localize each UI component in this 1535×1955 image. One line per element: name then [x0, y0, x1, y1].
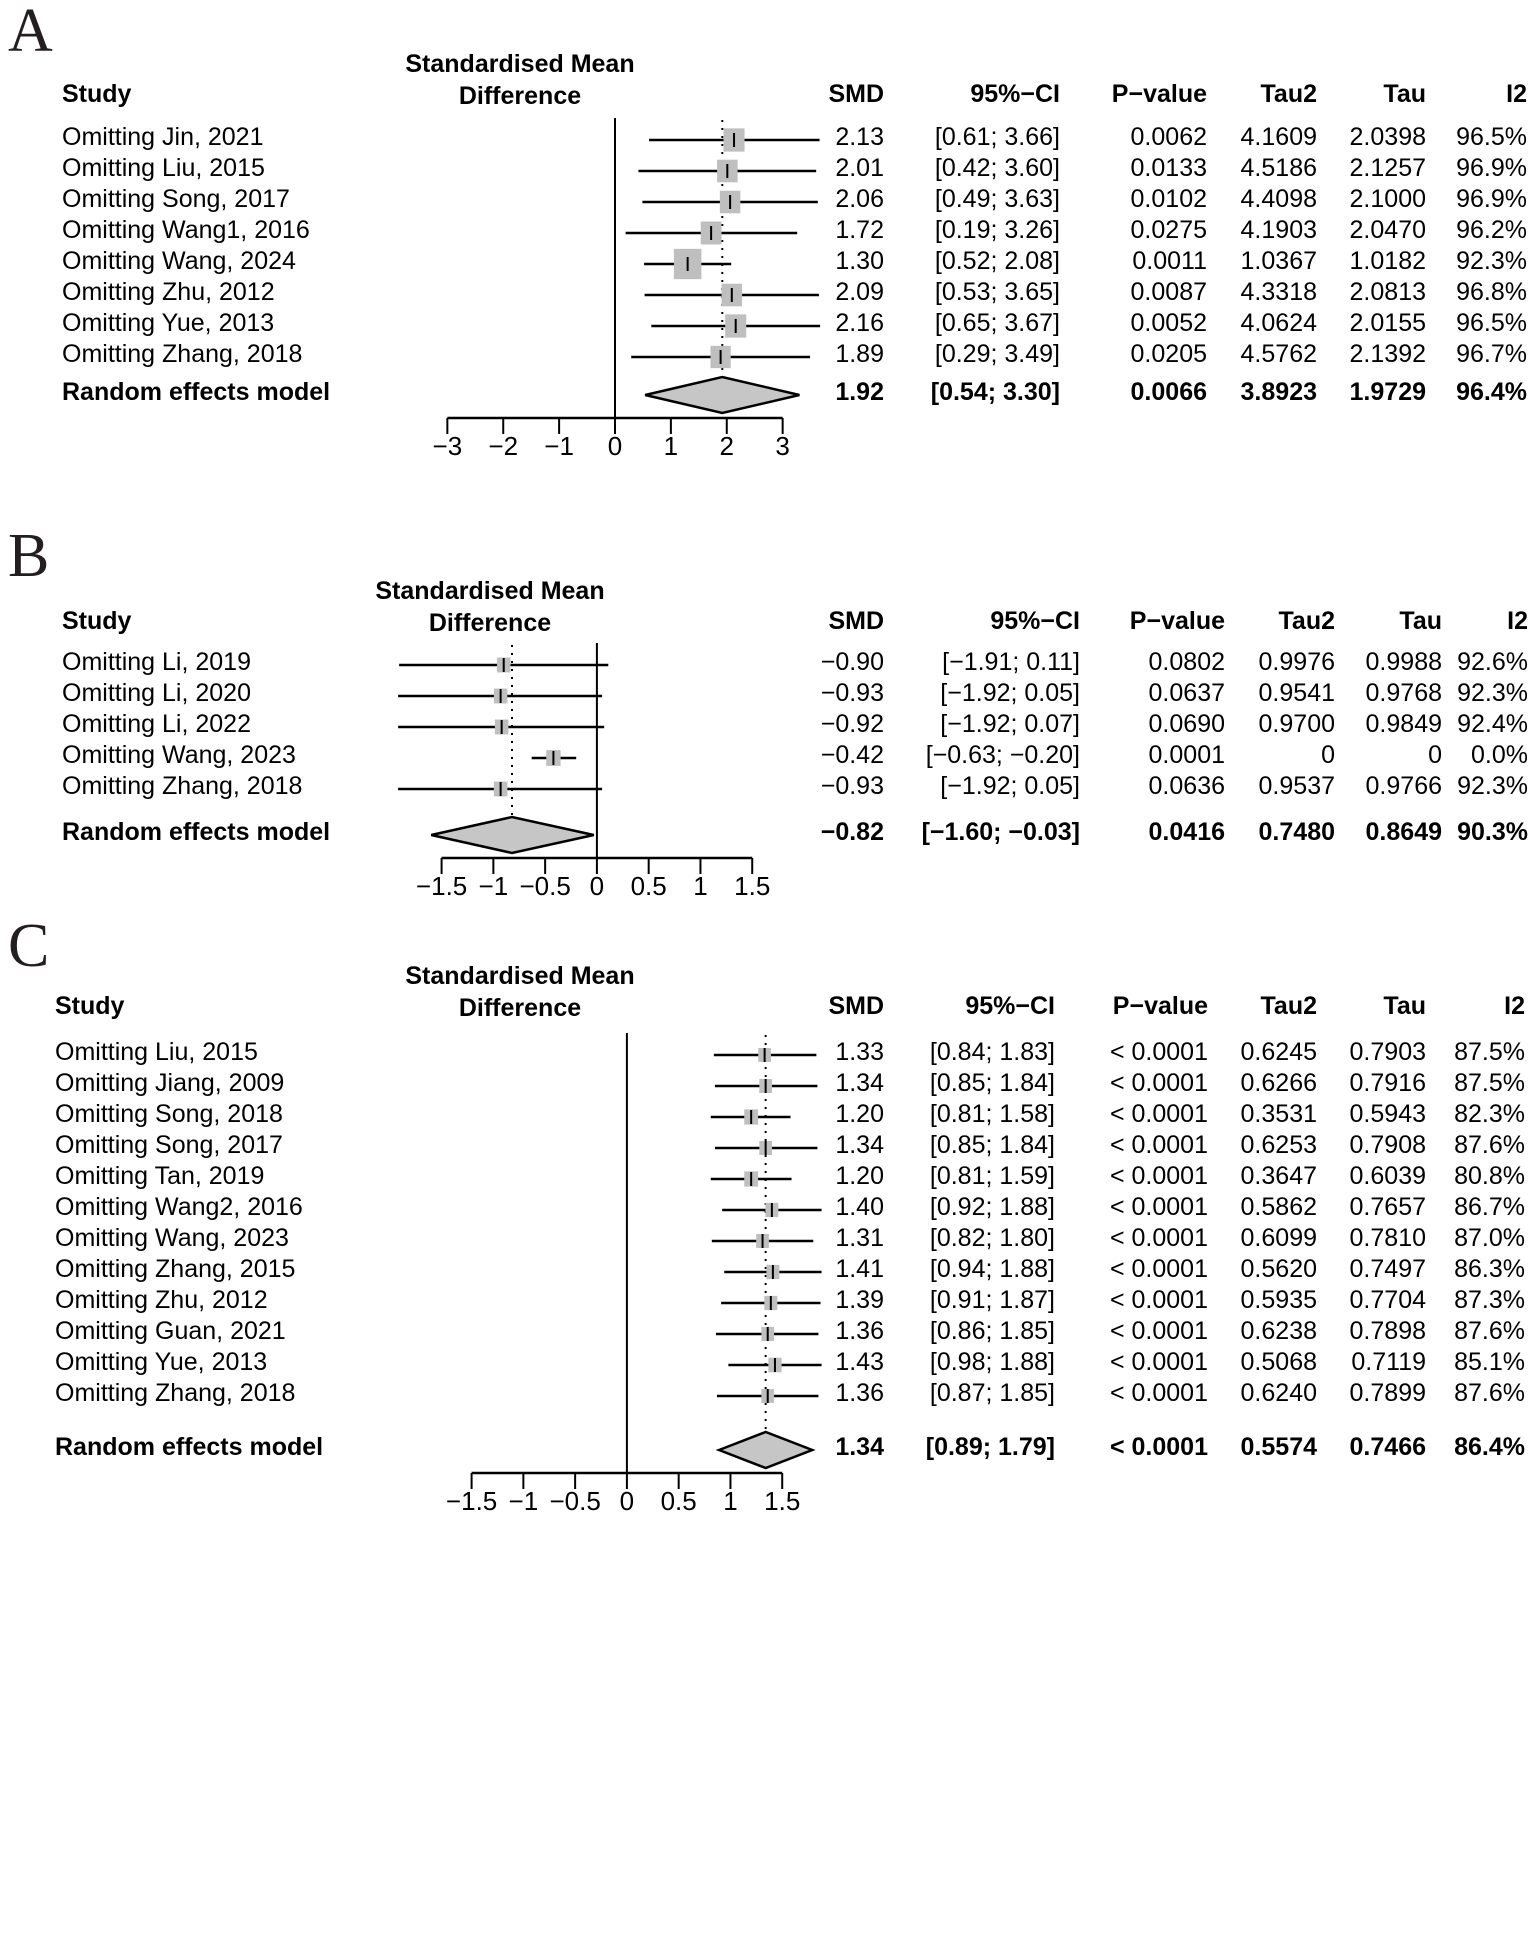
cell-value: 96.5% — [1456, 123, 1527, 151]
study-label: Omitting Wang1, 2016 — [62, 216, 310, 244]
cell-value: 2.0813 — [1349, 278, 1426, 306]
cell-value: −0.92 — [820, 710, 884, 738]
cell-value: 85.1% — [1454, 1348, 1525, 1376]
cell-value: 1.34 — [835, 1433, 884, 1461]
header-tau2: Tau2 — [1260, 992, 1317, 1020]
header-effect-line2: Difference — [428, 609, 552, 637]
axis-tick-label: 1.5 — [734, 871, 771, 901]
axis-tick-label: −2 — [488, 431, 519, 461]
cell-value: 0.6039 — [1349, 1162, 1426, 1190]
axis-tick-label: 0.5 — [660, 1486, 697, 1516]
forest-row-marker — [532, 751, 577, 766]
study-label: Omitting Li, 2019 — [62, 648, 251, 676]
cell-value: [−1.92; 0.05] — [940, 772, 1080, 800]
forest-row-marker — [398, 689, 602, 703]
cell-value: 0.9766 — [1365, 772, 1442, 800]
cell-value: [0.86; 1.85] — [929, 1317, 1055, 1345]
cell-value: 0.6238 — [1240, 1317, 1317, 1345]
cell-value: 96.4% — [1456, 378, 1527, 406]
cell-value: 0.7657 — [1349, 1193, 1426, 1221]
cell-value: 2.1257 — [1349, 154, 1426, 182]
cell-value: [0.81; 1.59] — [929, 1162, 1055, 1190]
header-study: Study — [62, 607, 132, 635]
summary-diamond — [431, 817, 594, 853]
cell-value: 96.7% — [1456, 340, 1527, 368]
cell-value: 87.6% — [1454, 1317, 1525, 1345]
header-pvalue: P−value — [1112, 992, 1208, 1020]
axis-tick-label: −0.5 — [519, 871, 571, 901]
cell-value: 0.0133 — [1130, 154, 1207, 182]
cell-value: 1.0182 — [1349, 247, 1426, 275]
cell-value: 96.2% — [1456, 216, 1527, 244]
forest-row-marker — [398, 782, 602, 796]
header-effect-measure — [340, 575, 640, 639]
header-ci: 95%−CI — [970, 80, 1060, 108]
cell-value: [0.82; 1.80] — [929, 1224, 1055, 1252]
cell-value: 87.5% — [1454, 1069, 1525, 1097]
cell-value: 92.3% — [1456, 247, 1527, 275]
header-pvalue: P−value — [1111, 80, 1207, 108]
cell-value: < 0.0001 — [1109, 1224, 1208, 1252]
header-ci: 95%−CI — [965, 992, 1055, 1020]
forest-row-marker — [638, 160, 816, 182]
cell-value: [0.61; 3.66] — [934, 123, 1060, 151]
cell-value: 96.5% — [1456, 309, 1527, 337]
cell-value: [−1.92; 0.07] — [940, 710, 1080, 738]
panel-c — [0, 912, 1535, 1525]
cell-value: 90.3% — [1457, 818, 1528, 846]
cell-value: 4.3318 — [1240, 278, 1317, 306]
cell-value: 0.7810 — [1349, 1224, 1426, 1252]
cell-value: [0.19; 3.26] — [934, 216, 1060, 244]
cell-value: 2.13 — [835, 123, 884, 151]
cell-value: 2.06 — [835, 185, 884, 213]
cell-value: 1.39 — [835, 1286, 884, 1314]
cell-value: 2.0155 — [1349, 309, 1426, 337]
header-i2: I2 — [1506, 80, 1527, 108]
study-label: Omitting Zhang, 2018 — [55, 1379, 296, 1407]
summary-diamond — [645, 377, 799, 413]
cell-value: 0.7898 — [1349, 1317, 1426, 1345]
cell-value: 4.1903 — [1240, 216, 1317, 244]
forest-row-marker — [711, 1110, 791, 1124]
cell-value: < 0.0001 — [1109, 1193, 1208, 1221]
cell-value: 87.0% — [1454, 1224, 1525, 1252]
axis-tick-label: 1.5 — [764, 1486, 801, 1516]
study-label: Omitting Wang, 2024 — [62, 247, 296, 275]
study-label: Omitting Wang, 2023 — [55, 1224, 289, 1252]
cell-value: [0.29; 3.49] — [934, 340, 1060, 368]
cell-value: < 0.0001 — [1109, 1379, 1208, 1407]
cell-value: 2.0398 — [1349, 123, 1426, 151]
study-label: Omitting Zhang, 2015 — [55, 1255, 296, 1283]
header-smd: SMD — [828, 992, 884, 1020]
cell-value: 0.0275 — [1130, 216, 1207, 244]
cell-value: [0.52; 2.08] — [934, 247, 1060, 275]
cell-value: 1.43 — [835, 1348, 884, 1376]
cell-value: 1.92 — [835, 378, 884, 406]
study-label: Omitting Jin, 2021 — [62, 123, 264, 151]
cell-value: 0.3531 — [1240, 1100, 1317, 1128]
cell-value: 1.89 — [835, 340, 884, 368]
summary-label: Random effects model — [62, 378, 331, 406]
summary-label: Random effects model — [55, 1433, 324, 1461]
study-label: Omitting Li, 2022 — [62, 710, 251, 738]
cell-value: 2.1392 — [1349, 340, 1426, 368]
axis-tick-label: −1.5 — [445, 1486, 498, 1516]
header-smd: SMD — [828, 607, 884, 635]
cell-value: −0.93 — [820, 679, 884, 707]
cell-value: 0.8649 — [1365, 818, 1442, 846]
cell-value: 1.0367 — [1240, 247, 1317, 275]
cell-value: 0.0001 — [1148, 741, 1225, 769]
cell-value: 0.0087 — [1130, 278, 1207, 306]
cell-value: 4.5186 — [1240, 154, 1317, 182]
cell-value: −0.42 — [820, 741, 884, 769]
cell-value: 80.8% — [1454, 1162, 1525, 1190]
cell-value: < 0.0001 — [1109, 1100, 1208, 1128]
cell-value: 0.6266 — [1240, 1069, 1317, 1097]
cell-value: 4.1609 — [1240, 123, 1317, 151]
axis-tick-label: −1.5 — [415, 871, 468, 901]
header-study: Study — [62, 80, 132, 108]
header-effect-line1: Standardised Mean — [405, 962, 635, 990]
axis-tick-label: 3 — [775, 431, 790, 461]
cell-value: 4.4098 — [1240, 185, 1317, 213]
forest-row-marker — [644, 249, 731, 278]
cell-value: 92.3% — [1457, 772, 1528, 800]
cell-value: < 0.0001 — [1109, 1286, 1208, 1314]
cell-value: [−1.60; −0.03] — [921, 818, 1080, 846]
header-ci: 95%−CI — [990, 607, 1080, 635]
header-pvalue: P−value — [1129, 607, 1225, 635]
cell-value: 0.0102 — [1130, 185, 1207, 213]
cell-value: [0.65; 3.67] — [934, 309, 1060, 337]
header-tau: Tau — [1399, 607, 1442, 635]
cell-value: 87.6% — [1454, 1379, 1525, 1407]
cell-value: 0.0637 — [1148, 679, 1225, 707]
panel-b — [0, 522, 1535, 965]
panel-a — [0, 0, 1535, 595]
cell-value: 2.1000 — [1349, 185, 1426, 213]
cell-value: 1.30 — [835, 247, 884, 275]
axis-tick-label: −1 — [478, 871, 509, 901]
axis-tick-label: −1 — [544, 431, 574, 461]
axis-tick-label: 1 — [693, 871, 708, 901]
cell-value: 0.5935 — [1240, 1286, 1317, 1314]
study-label: Omitting Yue, 2013 — [55, 1348, 268, 1376]
cell-value: [0.98; 1.88] — [929, 1348, 1055, 1376]
cell-value: [0.91; 1.87] — [929, 1286, 1055, 1314]
header-tau: Tau — [1383, 992, 1426, 1020]
cell-value: 82.3% — [1454, 1100, 1525, 1128]
cell-value: 1.20 — [835, 1162, 884, 1190]
cell-value: < 0.0001 — [1109, 1433, 1208, 1461]
cell-value: 86.3% — [1454, 1255, 1525, 1283]
study-label: Omitting Wang2, 2016 — [55, 1193, 303, 1221]
header-i2: I2 — [1504, 992, 1525, 1020]
cell-value: 0.9768 — [1365, 679, 1442, 707]
cell-value: 1.9729 — [1349, 378, 1426, 406]
cell-value: 1.20 — [835, 1100, 884, 1128]
study-label: Omitting Zhang, 2018 — [62, 772, 303, 800]
cell-value: 2.16 — [835, 309, 884, 337]
panel-a-header — [0, 48, 1535, 108]
forest-row-marker — [631, 346, 810, 367]
header-effect-line1: Standardised Mean — [375, 577, 605, 605]
cell-value: [0.53; 3.65] — [934, 278, 1060, 306]
cell-value: 2.0470 — [1349, 216, 1426, 244]
study-label: Omitting Zhu, 2012 — [62, 278, 275, 306]
cell-value: 0.6099 — [1240, 1224, 1317, 1252]
cell-value: [0.81; 1.58] — [929, 1100, 1055, 1128]
cell-value: [0.85; 1.84] — [929, 1069, 1055, 1097]
cell-value: 96.9% — [1456, 154, 1527, 182]
panel-b-header — [0, 575, 1535, 635]
header-effect-measure — [370, 48, 670, 112]
study-label: Omitting Zhu, 2012 — [55, 1286, 268, 1314]
cell-value: 0.0066 — [1130, 378, 1207, 406]
study-label: Omitting Song, 2018 — [55, 1100, 283, 1128]
cell-value: < 0.0001 — [1109, 1348, 1208, 1376]
cell-value: 1.34 — [835, 1069, 884, 1097]
cell-value: [0.84; 1.83] — [929, 1038, 1055, 1066]
header-tau2: Tau2 — [1260, 80, 1317, 108]
cell-value: 0.7119 — [1351, 1348, 1426, 1376]
cell-value: 86.4% — [1454, 1433, 1525, 1461]
cell-value: 1.36 — [835, 1379, 884, 1407]
cell-value: 92.4% — [1457, 710, 1528, 738]
cell-value: 92.6% — [1457, 648, 1528, 676]
header-i2: I2 — [1507, 607, 1528, 635]
cell-value: 0 — [1428, 741, 1442, 769]
cell-value: −0.82 — [820, 818, 884, 846]
cell-value: [0.94; 1.88] — [929, 1255, 1055, 1283]
axis-tick-label: 2 — [719, 431, 734, 461]
cell-value: 0.7903 — [1349, 1038, 1426, 1066]
study-label: Omitting Wang, 2023 — [62, 741, 296, 769]
axis-tick-label: 1 — [723, 1486, 738, 1516]
cell-value: [0.42; 3.60] — [934, 154, 1060, 182]
axis-tick-label: 0 — [607, 431, 623, 461]
panel-c-header — [0, 960, 1535, 1020]
cell-value: 0.0052 — [1130, 309, 1207, 337]
cell-value: 2.09 — [835, 278, 884, 306]
study-label: Omitting Song, 2017 — [62, 185, 290, 213]
study-label: Omitting Zhang, 2018 — [62, 340, 303, 368]
cell-value: 0.6253 — [1240, 1131, 1317, 1159]
cell-value: 0.0690 — [1148, 710, 1225, 738]
cell-value: 0 — [1321, 741, 1335, 769]
header-study: Study — [55, 992, 125, 1020]
axis-tick-label: −1 — [508, 1486, 539, 1516]
cell-value: 0.9700 — [1258, 710, 1335, 738]
cell-value: 0.7908 — [1349, 1131, 1426, 1159]
cell-value: 0.5620 — [1240, 1255, 1317, 1283]
cell-value: [−1.91; 0.11] — [942, 648, 1080, 676]
cell-value: 87.3% — [1454, 1286, 1525, 1314]
cell-value: 0.9537 — [1258, 772, 1335, 800]
cell-value: 0.6245 — [1240, 1038, 1317, 1066]
forest-row-marker — [399, 658, 608, 672]
cell-value: 0.0636 — [1148, 772, 1225, 800]
cell-value: 0.9541 — [1258, 679, 1335, 707]
cell-value: 0.5068 — [1240, 1348, 1317, 1376]
panel-letter-b: B — [8, 522, 50, 590]
panel-letter-a: A — [8, 0, 53, 65]
cell-value: 4.0624 — [1240, 309, 1317, 337]
study-label: Omitting Yue, 2013 — [62, 309, 275, 337]
cell-value: 92.3% — [1457, 679, 1528, 707]
header-tau2: Tau2 — [1278, 607, 1335, 635]
cell-value: 1.40 — [835, 1193, 884, 1221]
cell-value: 1.41 — [835, 1255, 884, 1283]
cell-value: 0.7704 — [1349, 1286, 1426, 1314]
panel-letter-c: C — [8, 912, 50, 980]
axis-tick-label: −3 — [432, 431, 463, 461]
cell-value: < 0.0001 — [1109, 1069, 1208, 1097]
study-label: Omitting Tan, 2019 — [55, 1162, 265, 1190]
forest-row-marker — [626, 222, 798, 244]
cell-value: [0.49; 3.63] — [934, 185, 1060, 213]
axis-tick-label: −0.5 — [549, 1486, 601, 1516]
cell-value: 0.9976 — [1258, 648, 1335, 676]
axis-tick-label: 1 — [663, 431, 679, 461]
forest-row-marker — [398, 720, 604, 734]
study-label: Omitting Liu, 2015 — [55, 1038, 258, 1066]
cell-value: [0.54; 3.30] — [930, 378, 1060, 406]
cell-value: −0.93 — [820, 772, 884, 800]
cell-value: 0.7497 — [1349, 1255, 1426, 1283]
axis-tick-label: 0 — [619, 1486, 635, 1516]
cell-value: 3.8923 — [1240, 378, 1317, 406]
cell-value: [0.89; 1.79] — [925, 1433, 1055, 1461]
header-effect-line2: Difference — [458, 994, 582, 1022]
cell-value: < 0.0001 — [1109, 1038, 1208, 1066]
cell-value: < 0.0001 — [1109, 1255, 1208, 1283]
cell-value: 87.6% — [1454, 1131, 1525, 1159]
forest-row-marker — [711, 1172, 792, 1186]
cell-value: 1.33 — [835, 1038, 884, 1066]
study-label: Omitting Liu, 2015 — [62, 154, 265, 182]
axis-tick-label: 0.5 — [630, 871, 667, 901]
cell-value: 0.0205 — [1130, 340, 1207, 368]
header-tau: Tau — [1383, 80, 1426, 108]
cell-value: 0.0802 — [1148, 648, 1225, 676]
cell-value: 0.7916 — [1349, 1069, 1426, 1097]
study-label: Omitting Jiang, 2009 — [55, 1069, 285, 1097]
study-label: Omitting Guan, 2021 — [55, 1317, 286, 1345]
cell-value: 0.7466 — [1349, 1433, 1426, 1461]
axis-tick-label: 0 — [589, 871, 605, 901]
cell-value: 0.5574 — [1240, 1433, 1317, 1461]
cell-value: 2.01 — [835, 154, 884, 182]
header-effect-line2: Difference — [458, 82, 582, 110]
cell-value: 87.5% — [1454, 1038, 1525, 1066]
cell-value: 4.5762 — [1240, 340, 1317, 368]
cell-value: 96.9% — [1456, 185, 1527, 213]
cell-value: 0.6240 — [1240, 1379, 1317, 1407]
study-label: Omitting Li, 2020 — [62, 679, 251, 707]
cell-value: 1.72 — [835, 216, 884, 244]
cell-value: 0.9849 — [1365, 710, 1442, 738]
cell-value: [0.85; 1.84] — [929, 1131, 1055, 1159]
cell-value: [0.92; 1.88] — [929, 1193, 1055, 1221]
cell-value: 86.7% — [1454, 1193, 1525, 1221]
cell-value: 0.9988 — [1365, 648, 1442, 676]
study-label: Omitting Song, 2017 — [55, 1131, 283, 1159]
header-effect-line1: Standardised Mean — [405, 50, 635, 78]
header-smd: SMD — [828, 80, 884, 108]
cell-value: [0.87; 1.85] — [929, 1379, 1055, 1407]
cell-value: 0.7899 — [1349, 1379, 1426, 1407]
cell-value: [−1.92; 0.05] — [940, 679, 1080, 707]
cell-value: −0.90 — [820, 648, 884, 676]
cell-value: 0.0062 — [1130, 123, 1207, 151]
cell-value: 96.8% — [1456, 278, 1527, 306]
cell-value: 1.36 — [835, 1317, 884, 1345]
cell-value: < 0.0001 — [1109, 1317, 1208, 1345]
cell-value: 0.5943 — [1349, 1100, 1426, 1128]
header-effect-measure — [370, 960, 670, 1024]
cell-value: 0.7480 — [1258, 818, 1335, 846]
cell-value: < 0.0001 — [1109, 1131, 1208, 1159]
summary-label: Random effects model — [62, 818, 331, 846]
cell-value: [−0.63; −0.20] — [925, 741, 1080, 769]
cell-value: 0.0416 — [1148, 818, 1225, 846]
cell-value: 1.34 — [835, 1131, 884, 1159]
cell-value: 0.0% — [1471, 741, 1528, 769]
cell-value: 1.31 — [835, 1224, 884, 1252]
cell-value: < 0.0001 — [1109, 1162, 1208, 1190]
cell-value: 0.3647 — [1240, 1162, 1317, 1190]
cell-value: 0.5862 — [1240, 1193, 1317, 1221]
cell-value: 0.0011 — [1132, 247, 1207, 275]
